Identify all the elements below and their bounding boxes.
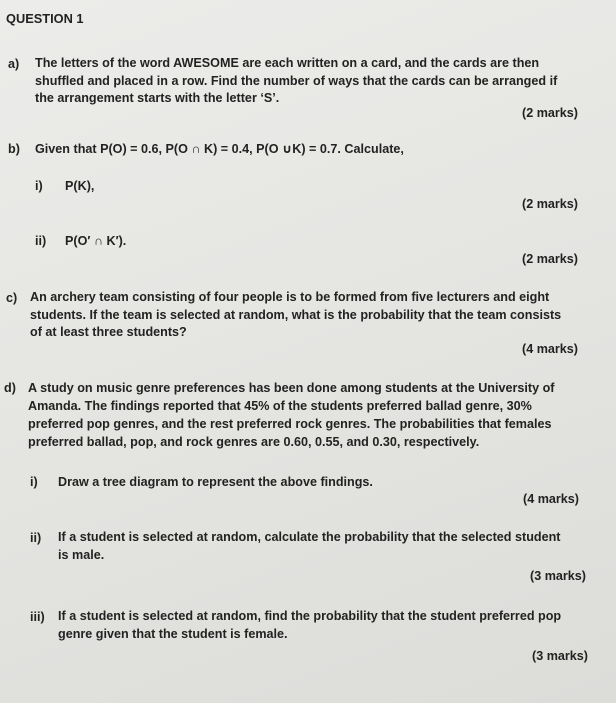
part-b-intro: Given that P(O) = 0.6, P(O ∩ K) = 0.4, P(O ∪K) = 0.7. Calculate, <box>35 142 404 156</box>
part-d-text <box>28 379 555 451</box>
part-a-text <box>35 55 557 108</box>
part-b-ii-marks: (2 marks) <box>522 252 579 266</box>
part-b-i-label: i) <box>35 179 43 193</box>
part-c-label: c) <box>6 291 18 305</box>
part-d-iii-line-1: If a student is selected at random, find the probability that the student preferred pop <box>58 609 562 623</box>
part-d-ii-line-2: is male. <box>58 547 105 562</box>
part-d-i-label: i) <box>30 475 38 489</box>
part-b-i-text: P(K), <box>65 179 95 193</box>
part-d-ii-label: ii) <box>30 531 42 545</box>
question-title: QUESTION 1 <box>6 11 84 26</box>
part-d-iii-text <box>58 608 561 643</box>
part-d-iii-label: iii) <box>30 610 45 624</box>
part-b-ii-label: ii) <box>35 234 47 248</box>
part-a-label: a) <box>8 57 20 71</box>
part-d-line-2: Amanda. The findings reported that 45% of the students preferred ballad genre, 30% <box>28 399 532 413</box>
part-a-line-3: the arrangement starts with the letter ‘S’. <box>35 91 280 105</box>
part-b-label: b) <box>8 142 20 156</box>
part-d-line-1: A study on music genre preferences has been done among students at the University of <box>28 381 555 395</box>
part-d-ii-marks: (3 marks) <box>530 569 587 583</box>
part-d-label: d) <box>4 381 16 395</box>
part-c-line-3: of at least three students? <box>30 325 187 339</box>
part-a-line-1: The letters of the word AWESOME are each written on a card, and the cards are then <box>35 56 540 70</box>
part-d-ii-line-1: If a student is selected at random, calculate the probability that the selected student <box>58 530 561 544</box>
part-a-line-2: shuffled and placed in a row. Find the number of ways that the cards can be arranged if <box>35 73 558 88</box>
part-c-marks: (4 marks) <box>522 342 579 356</box>
part-d-i-text: Draw a tree diagram to represent the above findings. <box>58 475 373 489</box>
part-d-i-marks: (4 marks) <box>523 492 580 506</box>
part-d-iii-line-2: genre given that the student is female. <box>58 626 288 641</box>
part-a-marks: (2 marks) <box>522 106 579 120</box>
part-d-ii-text <box>58 529 560 564</box>
part-d-iii-marks: (3 marks) <box>532 649 589 663</box>
part-b-i-marks: (2 marks) <box>522 197 579 211</box>
part-b-ii-text: P(O′ ∩ K′). <box>65 234 127 248</box>
part-d-line-4: preferred ballad, pop, and rock genres are 0.60, 0.55, and 0.30, respectively. <box>28 435 480 449</box>
part-c-line-2: students. If the team is selected at random, what is the probability that the team consists <box>30 307 562 322</box>
part-d-line-3: preferred pop genres, and the rest preferred rock genres. The probabilities that females <box>28 417 552 431</box>
part-c-line-1: An archery team consisting of four people is to be formed from five lecturers and eight <box>30 290 550 304</box>
part-c-text <box>30 289 561 342</box>
